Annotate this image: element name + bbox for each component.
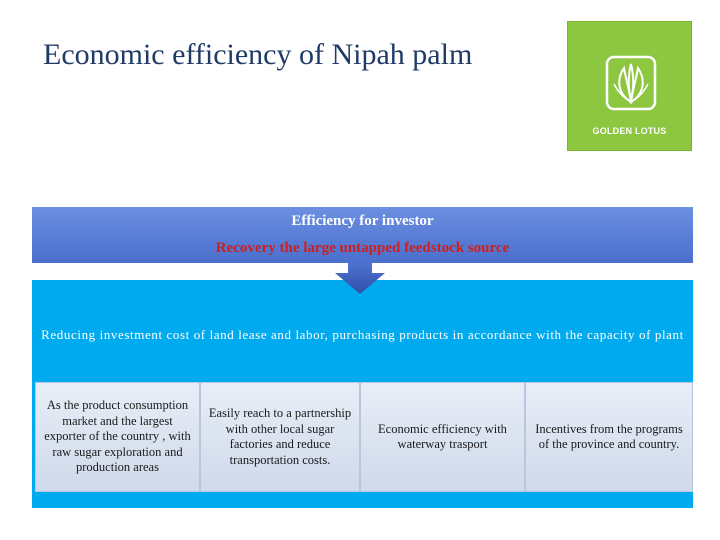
header-title: Efficiency for investor (291, 213, 434, 229)
golden-lotus-logo (567, 21, 692, 151)
card-market-text: As the product consumption market and the largest exporter of the country , with raw sugar exploration and production areas (44, 398, 191, 475)
card-market (35, 382, 200, 492)
card-incentives (525, 382, 693, 492)
card-incentives-text: Incentives from the programs of the province and country. (535, 421, 683, 451)
panel-description: Reducing investment cost of land lease and labor, purchasing products in accordance with the capacity of plant (41, 327, 684, 342)
card-partnership (200, 382, 360, 492)
card-waterway-text: Economic efficiency with waterway trasport (378, 421, 507, 451)
header-subtitle: Recovery the large untapped feedstock source (215, 240, 510, 256)
card-partnership-text: Easily reach to a partnership with other local sugar factories and reduce transportation costs. (208, 406, 352, 467)
slide-title: Economic efficiency of Nipah palm (43, 38, 473, 71)
card-waterway (360, 382, 525, 492)
investor-efficiency-header (32, 207, 693, 263)
down-arrow-icon (335, 263, 385, 294)
logo-name: GOLDEN LOTUS (592, 126, 667, 136)
